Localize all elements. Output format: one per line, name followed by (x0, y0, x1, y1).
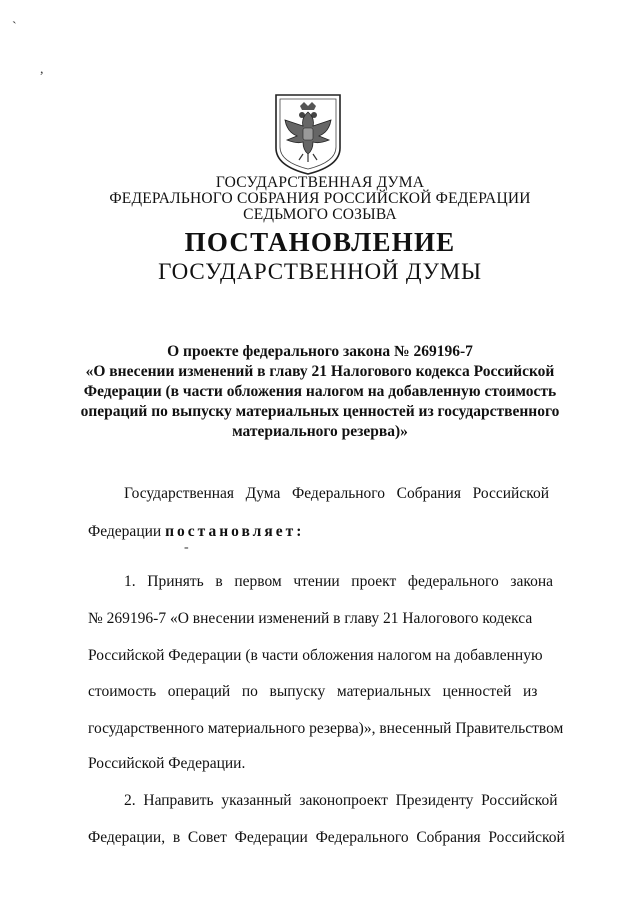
item-1-line: Российской Федерации. (88, 755, 246, 772)
scan-mark: ˋ (12, 20, 17, 35)
item-2-line: Федерации, в Совет Федерации Федерального Собрания Российской (88, 829, 565, 846)
header-duma: ГОСУДАРСТВЕННАЯ ДУМА (215, 174, 425, 191)
document-subtitle: ГОСУДАРСТВЕННОЙ ДУМЫ (158, 259, 482, 284)
scan-mark: - (184, 540, 189, 555)
intro-prefix: Федерации (88, 523, 166, 540)
item-1-line: № 269196-7 «О внесении изменений в главу 21 Налогового кодекса (88, 610, 533, 627)
bill-title (70, 342, 570, 442)
intro-line: Государственная Дума Федерального Собрания Российской (124, 485, 549, 502)
intro-line (88, 523, 304, 541)
item-1-line: Российской Федерации (в части обложения налогом на добавленную (88, 647, 543, 664)
coat-of-arms-emblem (273, 92, 343, 176)
item-1-line: 1. Принять в первом чтении проект федерального закона (124, 573, 554, 590)
bill-title-line: материального резерва)» (232, 423, 408, 440)
item-1-line: стоимость операций по выпуску материальных ценностей из (88, 683, 538, 700)
bill-title-line: «О внесении изменений в главу 21 Налогового кодекса Российской (85, 363, 555, 380)
bill-title-line: операций по выпуску материальных ценностей из государственного (80, 403, 560, 420)
bill-title-line: Федерации (в части обложения налогом на добавленную стоимость (83, 383, 557, 400)
bill-title-line: О проекте федерального закона № 269196-7 (167, 343, 473, 360)
header-convocation: СЕДЬМОГО СОЗЫВА (243, 206, 397, 223)
scan-mark: , (40, 62, 44, 77)
document-title: ПОСТАНОВЛЕНИЕ (184, 227, 456, 257)
resolves-verb: постановляет: (165, 523, 305, 540)
item-1-line: государственного материального резерва)», внесенный Правительством (88, 720, 564, 737)
item-2-line: 2. Направить указанный законопроект Президенту Российской (124, 792, 558, 809)
header-federal-assembly: ФЕДЕРАЛЬНОГО СОБРАНИЯ РОССИЙСКОЙ ФЕДЕРАЦИИ (109, 190, 531, 207)
